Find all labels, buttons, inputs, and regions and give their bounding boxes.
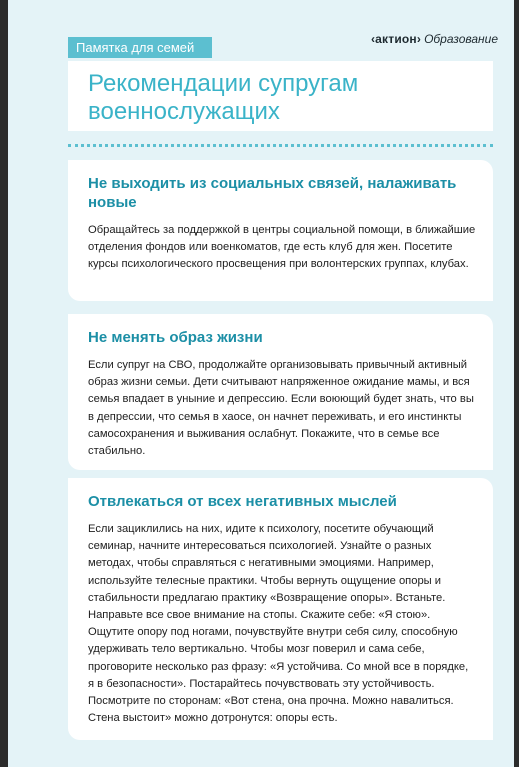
section-card-negative-thoughts xyxy=(68,478,493,740)
document-page xyxy=(8,0,514,767)
brand-logo xyxy=(371,32,498,46)
section-body: Обращайтесь за поддержкой в центры социальной помощи, в ближайшие отделения фондов или военкоматов, где есть клуб для жен. Посетите курсы психологического просвещения при волонтерских группах, клубах. xyxy=(88,224,476,271)
section-card-lifestyle xyxy=(68,314,493,470)
section-body: Если зациклились на них, идите к психологу, посетите обучающий семинар, начните интересоваться психологией. Узнайте о разных методах, чтобы справляться с негативными эмоциями. Например, используйте телесные практики. Чтобы вернуть ощущение опоры и стабильности предлагаю практику «Возвращение опоры». Встаньте. Направьте все свое внимание на стопы. Скажите себе: «Я стою». Ощутите опору под ногами, почувствуйте внутри себя силу, способную удерживать тело вертикально. Чтобы мозг поверил и сама себе, проговорите несколько раз фразу: «Я устойчива. Со мной все в порядке, я в безопасности». Постарайтесь почувствовать эту устойчивость. Посмотрите по сторонам: «Вот стена, она прочна. Можно навалиться. Стена выстоит» можно дотронутся: опоры есть. xyxy=(88,523,469,725)
page-title: Рекомендации супругам военнослужащих xyxy=(88,70,359,125)
section-heading: Не менять образ жизни xyxy=(88,329,263,346)
brand-name: ‹актион› xyxy=(370,32,422,46)
brand-subtitle: Образование xyxy=(424,32,498,46)
dotted-divider xyxy=(68,144,493,147)
section-card-social xyxy=(68,160,493,301)
section-heading: Отвлекаться от всех негативных мыслей xyxy=(88,493,397,510)
section-body: Если супруг на СВО, продолжайте организовывать привычный активный образ жизни семьи. Дети считывают напряженное ожидание мамы, и вся семья впадает в уныние и депрессию. Если воюющий будет знать, что вы в депрессии, что семья в хаосе, он начнет переживать, и его инстинкты самосохранения и выживания ослабнут. Покажите, что в семье все стабильно. xyxy=(88,359,474,458)
category-tag: Памятка для семей xyxy=(68,37,212,58)
section-heading: Не выходить из социальных связей, налаживать новые xyxy=(88,175,457,211)
